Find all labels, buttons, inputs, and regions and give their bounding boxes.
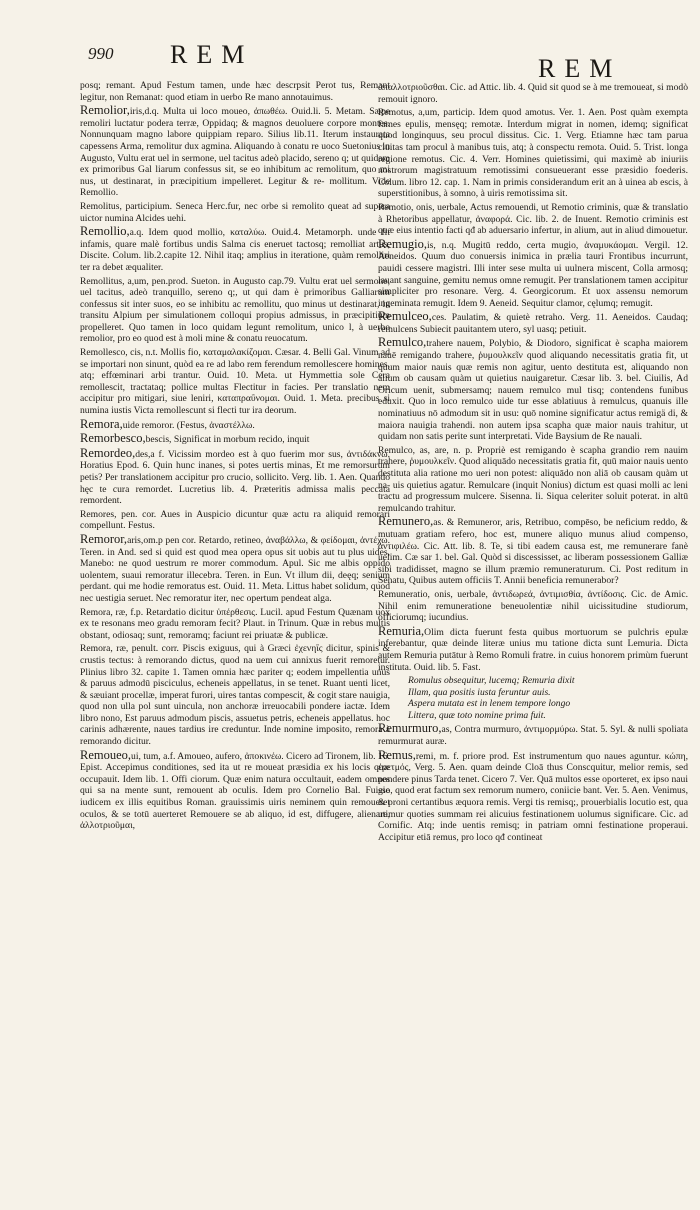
verse-line: Aspera mutata est in lenem tempore longo xyxy=(408,698,571,710)
dictionary-entry xyxy=(80,509,390,532)
right-column xyxy=(378,82,688,845)
entry-text: iris,d.q. Multa ui loco moueo, ἀπωθέω. Ouid.li. 5. Metam. Sæpe remoliri luctatur podera terræ, Oppidaq; & magnos deuoluere corpore montes. Nonnunquam magno labore quippiam reparo. Silius lib.11. Iterum instaurata capessens Arma, remolitur dux agmina. Aliquando à conatu re uoco Suetonius in Augusto, Vultu erat uel in sermone, uel tacitus adeò placido, sereno q; ut quidam ex primoribus Gal liarum confessus sit, se eo inhibitum ac remolitum, quo mi nus, ut destinarat, in præcipitium impelleret. Legitur & re- mollitum. Vide Remollio. xyxy=(80,106,390,199)
dictionary-entry xyxy=(378,82,688,105)
dictionary-entry xyxy=(80,347,390,417)
dictionary-entry xyxy=(378,202,688,237)
entry-headword: Remora, xyxy=(80,416,123,431)
entry-headword: Remus, xyxy=(378,747,416,762)
dictionary-entry xyxy=(80,643,390,747)
verse-line: Littera, quæ toto nomine prima fuit. xyxy=(408,709,546,721)
entry-text: Remotus, a,um, particip. Idem quod amotus. Ver. 1. Aen. Post quàm exempta fames epulis, mensęq; remotæ. Interdum migrat in nomen, idemq; significat quod longinquus, seu procul dissitus. Cic. 1. Verg. Etiamne hæc tam parua ciuitas tam procul à manibus tuis, atq; à conspectu remota. Ouid. 5. Trist. longa regione remotus. Cic. 4. Verr. Homines quietissimi, qui maximè ab iniuriis nostrorum magistratuum remotissimi consueuerant esse præsidio foederis. Colum. libro 12. cap. 1. Nam in primis considerandum erit an à uinea ab escis, à superstitionibus, à somno, à uiris remotissima sit. xyxy=(378,107,688,200)
entry-text: trahere nauem, Polybio, & Diodoro, significat è scapha maiorem nauē remigando trahere, ῥυμουλκεῖν quod aliquando necessitatis gratia fit, ut quum maior nauis quæ remis non agitur, uento destituta est, aliquando non alium ob causam quàm ut quietius nauigaretur. Cæsar lib. 3. bel. Ciuilis, Ad Oricum uenit, submersamq; nauem remulco mul tisq; contendens funibus eduxit. Quo in loco remulco uide tur esse ablatiuus à remulcus, quanuis ille nominatiuus nō admodum sit in usu: quō nomine significatur actus remigä di, & maiora nauigia trahendi. non autem ipsa scapha quæ maior nauis trahitur, ut quidam non satis perite sunt interpretati. Vide Baysium de Re nauali. xyxy=(378,338,688,443)
entry-headword: Remurmuro, xyxy=(378,721,442,736)
entry-text: Remuneratio, onis, uerbale, ἀντιδωρεά, ἀντιμισθία, ἀντίδοσις. Cic. de Amic. Nihil enim remuneratione beneuolentiæ nihil uicissitudine studiorum, officiorumq; iucundius. xyxy=(378,588,688,624)
entry-text: bescis, Significat in morbum recido, inquit xyxy=(145,434,310,446)
dictionary-entry xyxy=(80,531,390,605)
entry-text: Remora, ræ, f.p. Retardatio dicitur ὑπέρθεσις. Lucil. apud Festum Quænam uox ex te resonans meo gradu remoram fecit? Plaut. in Trinum. Quæ in rebus multis obstant, odiosaq; sunt, remoramq; faciunt rei priuatæ & publicæ. xyxy=(80,606,390,641)
dictionary-entry xyxy=(378,723,688,747)
dictionary-entry xyxy=(80,276,390,346)
entry-headword: Remollio, xyxy=(80,224,130,239)
dictionary-entry xyxy=(80,80,390,103)
dictionary-entry xyxy=(80,607,390,642)
entry-headword: Remoror, xyxy=(80,531,128,546)
running-header-left: REM xyxy=(170,40,254,69)
entry-text: aris,om.p pen cor. Retardo, retineo, ἀναβάλλω, & φείδομαι, ἀντέχω. Teren. in And. sed si quid est quod mea opera opus sit uobis aut tu plus uides, Manebo: ne quod uestrum re morer commodum. Apul. Sic me albis oppido uolentem, suaui remoratur illecebra. Teren. in Eun. Vt illum dii, deęq; senium perdant. qui me hodie remoratus est. Ouid. 11. Meta. Littus habet solidum, quod nec uestigia seruet. Nec remoratur iter, nec opertum pendeat alga. xyxy=(80,534,390,604)
entry-headword: Remordeo, xyxy=(80,445,136,460)
entry-headword: Remulco, xyxy=(378,335,427,350)
entry-text: as. & Remuneror, aris, Retribuo, compēso, be neficium reddo, & mutuam gratiam refero, hoc est, munere aliquo munus aliud compenso, ἀντιφιλέω. Cic. Att. lib. 8. Te, si tibi eadem causa est, me remunerare fanè uelim. Cæ sar 1. bel. Gal. Quòd si discessisset, ac liberam possessionem Galliæ sibi tradidisset, magno se illum præmio remuneraturum. Ci. Post reditum in Senatu, Quibus autem officiis T. Annii beneficia remunerabor? xyxy=(378,517,688,587)
entry-text: posq; remant. Apud Festum tamen, unde hæc descrpsit Perot tus, Remant legitur, non Remanat: quod etiam in uerbo Re mano annotauimus. xyxy=(80,80,390,103)
dictionary-entry xyxy=(80,416,390,432)
entry-text: Remotio, onis, uerbale, Actus remouendi, ut Remotio criminis, quæ & translatio à Rhetoribus appellatur, ἀναφορά. Cic. lib. 2. de Inuent. Remotio criminis est quæ eius intentio facti qđ ab aduersario infertur, in alium, aut in aliud dimouetur. xyxy=(378,201,688,237)
dictionary-entry xyxy=(378,337,688,442)
entry-headword: Remugio, xyxy=(378,236,427,251)
dictionary-entry xyxy=(378,623,688,673)
dictionary-entry xyxy=(378,107,688,200)
entry-text: Remollesco, cis, n.t. Mollis fio, καταμαλακίζομαι. Cæsar. 4. Belli Gal. Vinum ad se importari non sinunt, quòd ea re ad labo rem ferendum remollescere homines, atq; effœminari arbi trantur. Ouid. 10. Meta. ut Hymmettia sole Cera remollescit, tractataq; pollice multas Flectitur in facies. Per translatio nem accipitur pro mitigari, siue leniri, καταπραΰνομαι. Ouid. 1. Meta. precibus si numina iustis Victa remollescunt si flecti tur ira deorum. xyxy=(80,347,390,417)
verse-line: Romulus obsequitur, lucemq; Remuria dixit xyxy=(408,675,575,687)
dictionary-entry xyxy=(378,589,688,624)
entry-headword: Remoueo, xyxy=(80,747,132,762)
dictionary-entry xyxy=(378,445,688,515)
entry-headword: Remuria, xyxy=(378,623,425,638)
entry-text: Remores, pen. cor. Aues in Auspicio dicuntur quæ actu ra aliquid remorari compellunt. Festus. xyxy=(80,508,390,532)
dictionary-entry xyxy=(80,747,390,832)
entry-text: is, n.q. Mugitū reddo, certa mugio, ἀναμυκάομαι. Vergil. 12. Aeneidos. Quum duo conuersis inimica in prælia tauri Frontibus incurrunt, pauidi cessere magistri. Illi inter sese multa ui uulnera miscent, Colla armosq; lauant sanguine, gemitu nemus omne remugit. Per translationem tamen accipitur simpliciter pro resonare. Verg. 4. Georgicorum. Et uox assensu nemorum ingeminata remugit. Idem 9. Aeneid. Sequitur clamor, cęlumq; remugit. xyxy=(378,239,688,309)
dictionary-entry xyxy=(80,433,390,446)
entry-text: remi, m. f. priore prod. Est instrumentum quo naues aguntur. κώπη, ἐρετμός, Verg. 5. Aen. quam deinde Cloā thus Conscquitur, melior remis, sed pondere pinus Tarda tenet. Cicero 7. Ver. Quā multos esse oporteret, ex ipso naui gio, quod erat factum sex remorum numero, coniicie bant. Ver. 5. Aen. Venimus, & proni certantibus æquora remis. Vergi tis remisq;, prouerbialis locutio est, qua utimur quoties summam rei alicuius festinationem uolumus significare. Cic. ad Cornific. Atq; inde uentis remisq; in patriam omni festinatione properaui. Accipitur etiā remus, pro loco qđ contineat xyxy=(378,750,688,843)
dictionary-entry xyxy=(378,747,688,844)
dictionary-entry xyxy=(80,105,390,199)
dictionary-entry xyxy=(378,311,688,335)
entry-text: Remulco, as, are, n. p. Propriè est remigando è scapha grandio rem nauim trahere, ῥυμουλκεῖν. Quod aliquādo necessitatis gratia fit, quū maior nauis uento destituta alia ratione mo ueri non potest: aliquādo non aliā ob causam quàm ut na- uis quietius agatur. Remulcare (inquit Nonius) dictum est quasi molli ac leni tractu ad progressum mulcere. Sisenna. li. Siqua celeriter soluit poterat. in altū remulcando trahitur. xyxy=(378,444,688,514)
entry-text: ui, tum, a.f. Amoueo, aufero, ἀποκινέω. Cicero ad Tironem, lib. 16. Epist. Accepimus conditiones, sed ita ut re moueat præsidia ex his locis quæ occupauit. Idem lib. 1. Offi ciorum. Quæ enim natura occultauit, eadem omnes qui sa na mente sunt, remouent ab oculis. Idem pro Cornelio Bal. Fuisse iudicem ex illis equitibus Roman. grauissimis uiris neminem quin remoueret oculos, & se totū auerteret Remouere se ab aliquo, id est, diffugere, alienare, ἀλλοτριοῦμαι, xyxy=(80,750,390,832)
entry-text: uide remoror. (Festus, ἀναστέλλω. xyxy=(122,419,255,431)
entry-text: as, Contra murmuro, ἀντιμορμύρω. Stat. 5. Syl. & nulli spoliata remurmurat auræ. xyxy=(378,724,688,748)
entry-headword: Remulceo, xyxy=(378,309,432,324)
entry-text: ces. Paulatim, & quietè retraho. Verg. 11. Aeneidos. Caudaq; remulcens Subiecit pauitantem utero, syl uasq; petiuit. xyxy=(378,312,688,335)
entry-text: des,a f. Vicissim mordeo est à quo fuerim mor sus, ἀντιδάκνω. Horatius Epod. 6. Quin hunc inanes, si potes uertis minas, Et me remorsurum petis? Per translationem accipitur pro crucio, sollicito. Verg. lib. 1. Aen. Quando hęc te cura remordet. Lucretius lib. 4. Præteritis admissa malis peccata remordent. xyxy=(80,448,390,507)
entry-text: Olim dicta fuerunt festa quibus mortuorum se pulchris epulæ inferebantur, quæ deinde literæ unius mu tatione dicta sunt Lemuria. Dicta autem Remuria putātur à Remo Romuli fratre. in cuius honorem primùm fuerunt instituta. Ouid. lib. 5. Fast. xyxy=(378,626,688,673)
left-column xyxy=(80,80,390,834)
entry-headword: Remolior, xyxy=(80,103,130,118)
entry-text: a.q. Idem quod mollio, καταλύω. Ouid.4. Metamorph. unde fit infamis, quare malè fortibus undis Salma cis eneruet tactosq; remolliat artus, Discite. Colum. lib.2.capite 12. Nihil itaq; amplius in iteratione, quàm remolliri ter ra debet æqualiter. xyxy=(80,227,390,273)
dictionary-entry xyxy=(378,516,688,587)
dictionary-entry xyxy=(378,236,688,310)
entry-text: Remolitus, participium. Seneca Herc.fur, nec orbe si remolito queat ad supera uictor numina Alcides uehi. xyxy=(80,200,390,224)
dictionary-entry xyxy=(378,675,688,721)
verse-line: Illam, qua positis iusta feruntur auis. xyxy=(408,686,551,698)
entry-text: Remora, ræ, penult. corr. Piscis exiguus, qui à Græci ἐχενηΐς dicitur, spinis & crustis tectus: à remorando dictus, quod na uem cui annixus fuerit remoretur. Plinius libro 32. capite 1. Tamen omnia hæc pariter q; eodem impellentia unus & paruus admodū pisciculus, echeneis appellatus, in se tenet. Ruant uenti licet, & sæuiant procellæ, imperat furori, uires tantas compescit, & cogit stare nauigia, quod non ulla pol sunt uincula, non anchoræ irreuocabili pondere iactæ. Idem libro nono, Est paruus admodum piscis, assuetus petris, echeneis appellatus. hoc carinis adhærente, naues tardius ire creduntur. Inde nomine imposito, remora à remorando dicitur. xyxy=(80,643,390,748)
dictionary-entry xyxy=(80,201,390,224)
entry-text: ἀπαλλοτριοῦσθαι. Cic. ad Attic. lib. 4. Quid sit quod se à me tremoueat, si modò remouit ignoro. xyxy=(378,82,688,105)
entry-headword: Remorbesco, xyxy=(80,431,146,446)
entry-headword: Remunero, xyxy=(378,514,434,529)
entry-text: Remollitus, a,um, pen.prod. Sueton. in Augusto cap.79. Vultu erat uel sermone, uel tacitus, adeò tranquillo, sereno q;, ut qui dam è primoribus Galliarum confessus sit inter suos, eo se inhibitu ac remollitu, quo minus ut destinarat, in transitu Alpium per simulationem colloqui propius admissus, in præcipitium propelleret. Quo tamen in loco quidam legunt remolitum, unico l, à uerbo remolior, pro eo quod est à moli mine & conatu reuocatum. xyxy=(80,275,390,345)
dictionary-entry xyxy=(80,226,390,273)
running-header-right: REM xyxy=(538,54,622,83)
dictionary-entry xyxy=(80,445,390,507)
page-number: 990 xyxy=(88,44,114,63)
